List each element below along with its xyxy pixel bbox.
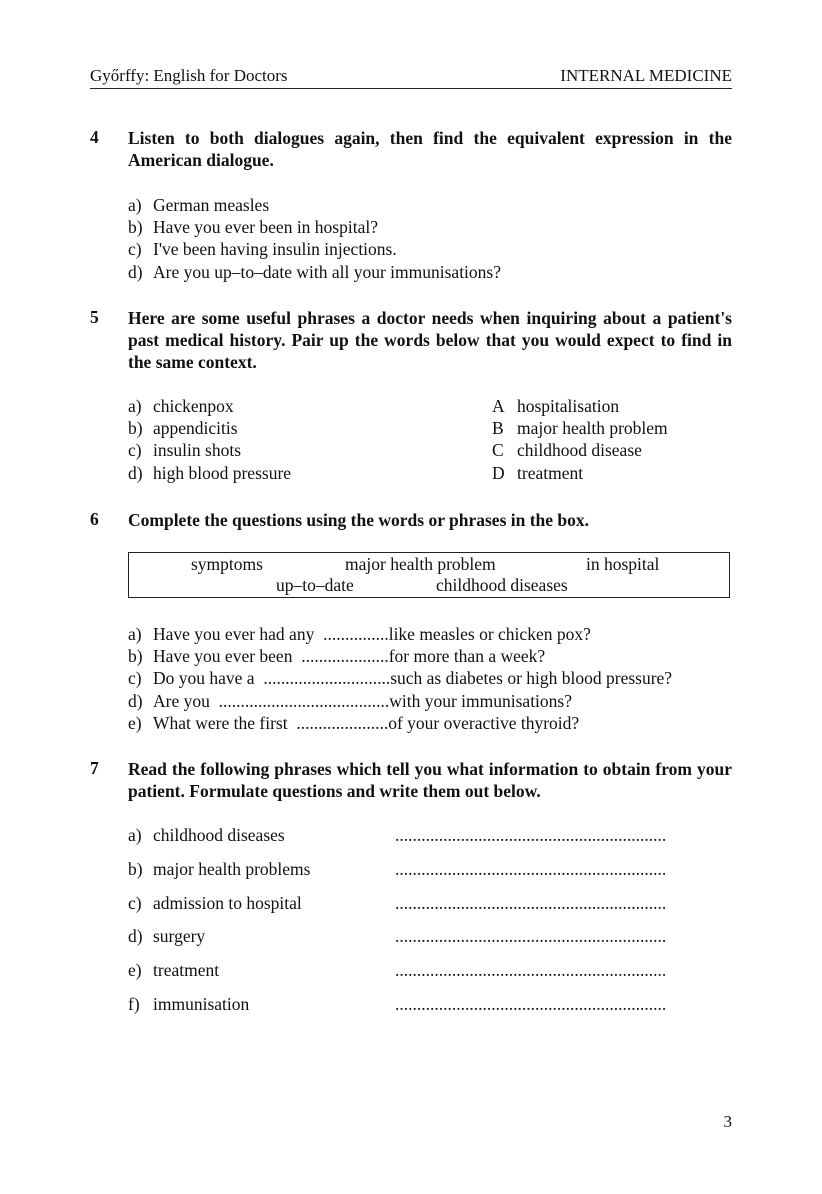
list-item: d) surgery .............................................................. <box>128 926 667 947</box>
list-item: A hospitalisation <box>492 396 620 416</box>
word-box-item: major health problem <box>345 554 496 574</box>
exercise-instruction: Complete the questions using the words or phrases in the box. <box>128 510 590 530</box>
list-item: b) major health problems .............................................................. <box>128 858 667 879</box>
word-box <box>128 552 730 598</box>
list-item: c) Do you have a ............................. such as diabetes or high blood pressure? <box>128 668 673 689</box>
list-item: a) childhood diseases .............................................................. <box>128 825 667 845</box>
exercise-4-list <box>128 194 732 283</box>
exercise-7-list <box>128 824 732 1027</box>
matching-columns <box>128 395 732 484</box>
list-item: b) Have you ever been .................... for more than a week? <box>128 646 546 667</box>
list-item: c) I've been having insulin injections. <box>128 239 397 260</box>
word-box-item: up–to–date <box>276 575 354 595</box>
list-item: c) admission to hospital .............................................................. <box>128 892 667 913</box>
list-item: a) chickenpox <box>128 396 234 416</box>
list-item: B major health problem <box>492 418 668 439</box>
list-item: c) insulin shots <box>128 440 242 461</box>
header-section-title: INTERNAL MEDICINE <box>560 66 732 85</box>
exercise-6 <box>90 509 732 531</box>
header-book-title: Győrffy: English for Doctors <box>90 66 288 85</box>
word-box-item: childhood diseases <box>436 575 568 595</box>
fill-in-list <box>128 623 732 734</box>
list-item: d) Are you up–to–date with all your immunisations? <box>128 261 502 282</box>
answer-line: .............................................................. <box>395 926 667 947</box>
answer-line: .............................................................. <box>395 858 667 879</box>
page-number: 3 <box>723 1112 732 1131</box>
list-item: a) Have you ever had any ............... like measles or chicken pox? <box>128 624 591 644</box>
answer-line: .............................................................. <box>395 993 667 1014</box>
answer-line: .............................................................. <box>395 960 667 981</box>
list-item: b) appendicitis <box>128 418 238 439</box>
list-item: d) high blood pressure <box>128 462 292 483</box>
exercise-number: 5 <box>90 307 99 327</box>
exercise-instruction: Here are some useful phrases a doctor needs when inquiring about a patient's past medical history. Pair up the words below that you would expect to find in the same context. <box>128 308 732 372</box>
exercise-number: 4 <box>90 127 99 147</box>
exercise-7 <box>90 758 732 1027</box>
matching-right-column <box>492 395 732 484</box>
exercise-number: 6 <box>90 509 99 529</box>
exercise-6-questions <box>90 623 732 734</box>
page-header <box>90 64 732 89</box>
exercise-4 <box>90 127 732 283</box>
list-item: a) German measles <box>128 195 270 215</box>
exercise-instruction: Listen to both dialogues again, then find the equivalent expression in the American dialogue. <box>128 128 732 170</box>
exercise-instruction: Read the following phrases which tell you what information to obtain from your patient. Formulate questions and write them out below. <box>128 759 732 801</box>
list-item: C childhood disease <box>492 440 642 461</box>
list-item: D treatment <box>492 462 584 483</box>
answer-line: .............................................................. <box>395 825 667 845</box>
list-item: d) Are you ....................................... with your immunisations? <box>128 690 573 711</box>
word-box-item: symptoms <box>191 554 263 574</box>
matching-left-column <box>128 395 492 484</box>
list-item: e) treatment .............................................................. <box>128 960 667 981</box>
word-box-item: in hospital <box>586 554 660 574</box>
list-item: e) What were the first ..................... of your overactive thyroid? <box>128 712 580 733</box>
list-item: f) immunisation .............................................................. <box>128 993 667 1014</box>
answer-line: .............................................................. <box>395 892 667 913</box>
exercise-5 <box>90 307 732 484</box>
list-item: b) Have you ever been in hospital? <box>128 217 378 238</box>
exercise-number: 7 <box>90 758 99 778</box>
